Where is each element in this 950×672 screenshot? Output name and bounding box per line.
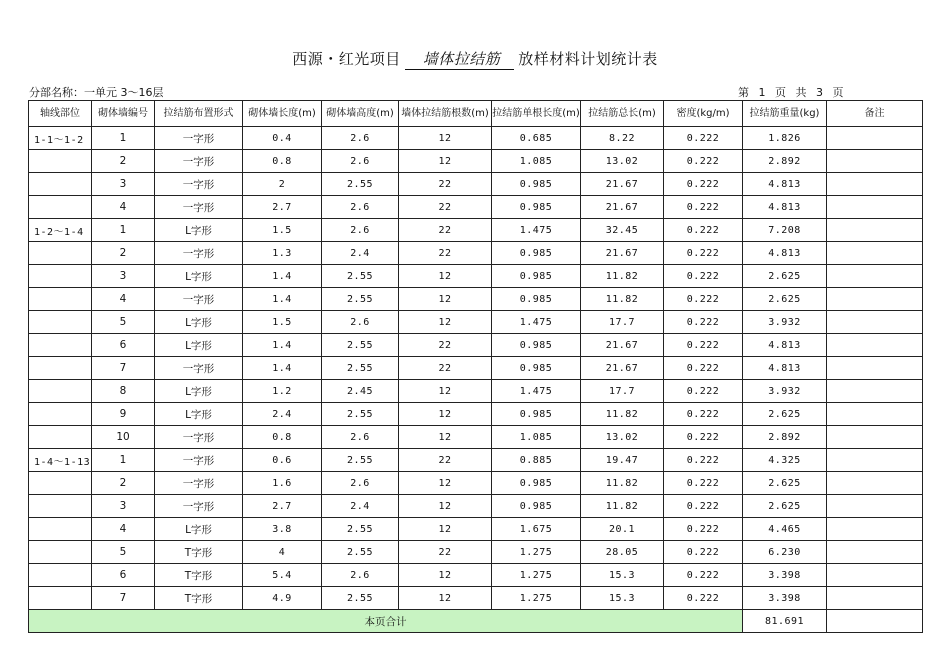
axis-cell (29, 288, 92, 311)
header-label: 拉结筋总长(m) (588, 108, 656, 119)
density-cell: 0.222 (664, 449, 743, 472)
count-cell: 12 (399, 472, 492, 495)
single-length-cell: 0.985 (492, 357, 581, 380)
header-label: 密度(kg/m) (676, 108, 730, 119)
total-length-cell: 21.67 (581, 196, 664, 219)
form-cell: L字形 (155, 403, 243, 426)
total-length-cell: 17.7 (581, 311, 664, 334)
total-length-cell: 19.47 (581, 449, 664, 472)
weight-cell: 3.398 (743, 587, 827, 610)
count-cell: 12 (399, 403, 492, 426)
count-cell: 22 (399, 173, 492, 196)
header-label: 备注 (864, 108, 885, 119)
total-length-cell: 13.02 (581, 426, 664, 449)
remark-cell (827, 219, 923, 242)
col-density-header (664, 101, 743, 127)
remark-cell (827, 242, 923, 265)
wall-no-cell: 4 (92, 518, 155, 541)
height-cell: 2.4 (322, 495, 399, 518)
length-cell: 3.8 (243, 518, 322, 541)
density-cell: 0.222 (664, 288, 743, 311)
remark-cell (827, 564, 923, 587)
height-cell: 2.55 (322, 357, 399, 380)
title-subject: 墙体拉结筋 (405, 48, 515, 70)
total-length-cell: 15.3 (581, 564, 664, 587)
wall-no-cell: 2 (92, 150, 155, 173)
density-cell: 0.222 (664, 587, 743, 610)
single-length-cell: 0.985 (492, 334, 581, 357)
table-row (29, 518, 923, 541)
axis-cell (29, 265, 92, 288)
single-length-cell: 1.475 (492, 311, 581, 334)
weight-cell: 3.932 (743, 380, 827, 403)
weight-cell: 2.625 (743, 495, 827, 518)
wall-no-cell: 6 (92, 564, 155, 587)
form-cell: 一字形 (155, 472, 243, 495)
length-cell: 1.6 (243, 472, 322, 495)
height-cell: 2.55 (322, 541, 399, 564)
col-form-header (155, 101, 243, 127)
height-cell: 2.4 (322, 242, 399, 265)
header-label: 墙体拉结筋根数(m) (401, 107, 489, 119)
density-cell: 0.222 (664, 472, 743, 495)
weight-cell: 4.813 (743, 242, 827, 265)
page-indicator: 第 1 页 共 3 页 (738, 86, 844, 99)
remark-cell (827, 173, 923, 196)
single-length-cell: 0.885 (492, 449, 581, 472)
density-cell: 0.222 (664, 495, 743, 518)
axis-cell (29, 196, 92, 219)
height-cell: 2.6 (322, 127, 399, 150)
remark-cell (827, 518, 923, 541)
weight-cell: 2.892 (743, 150, 827, 173)
remark-cell (827, 196, 923, 219)
col-weight-header (743, 101, 827, 127)
wall-no-cell: 2 (92, 472, 155, 495)
statistics-table (28, 100, 923, 633)
count-cell: 12 (399, 288, 492, 311)
density-cell: 0.222 (664, 426, 743, 449)
form-cell: 一字形 (155, 495, 243, 518)
title-suffix: 放样材料计划统计表 (518, 50, 658, 68)
count-cell: 22 (399, 219, 492, 242)
count-cell: 12 (399, 265, 492, 288)
remark-cell (827, 334, 923, 357)
height-cell: 2.55 (322, 518, 399, 541)
total-length-cell: 28.05 (581, 541, 664, 564)
single-length-cell: 0.985 (492, 403, 581, 426)
density-cell: 0.222 (664, 380, 743, 403)
form-cell: L字形 (155, 219, 243, 242)
remark-cell (827, 541, 923, 564)
remark-cell (827, 357, 923, 380)
table-row (29, 127, 923, 150)
col-count-header (399, 101, 492, 127)
remark-cell (827, 380, 923, 403)
form-cell: T字形 (155, 541, 243, 564)
remark-cell (827, 449, 923, 472)
form-cell: L字形 (155, 311, 243, 334)
document-title (0, 48, 950, 70)
count-cell: 22 (399, 357, 492, 380)
axis-cell: 1-4～1-13 (29, 449, 92, 472)
axis-cell: 1-1～1-2 (29, 127, 92, 150)
remark-cell (827, 127, 923, 150)
wall-no-cell: 7 (92, 587, 155, 610)
header-label: 砌体墙长度(m) (248, 108, 316, 119)
length-cell: 1.4 (243, 288, 322, 311)
axis-cell (29, 518, 92, 541)
length-cell: 2.4 (243, 403, 322, 426)
length-cell: 2 (243, 173, 322, 196)
header-label: 拉结筋布置形式 (163, 108, 234, 119)
col-wall-no-header (92, 101, 155, 127)
density-cell: 0.222 (664, 173, 743, 196)
total-length-cell: 15.3 (581, 587, 664, 610)
table-row (29, 334, 923, 357)
single-length-cell: 1.675 (492, 518, 581, 541)
single-length-cell: 1.275 (492, 541, 581, 564)
density-cell: 0.222 (664, 541, 743, 564)
wall-no-cell: 4 (92, 196, 155, 219)
table-row (29, 265, 923, 288)
count-cell: 12 (399, 518, 492, 541)
height-cell: 2.6 (322, 219, 399, 242)
total-length-cell: 21.67 (581, 242, 664, 265)
single-length-cell: 0.985 (492, 173, 581, 196)
height-cell: 2.55 (322, 265, 399, 288)
weight-cell: 4.325 (743, 449, 827, 472)
single-length-cell: 0.985 (492, 472, 581, 495)
remark-cell (827, 403, 923, 426)
axis-cell (29, 380, 92, 403)
count-cell: 12 (399, 150, 492, 173)
total-length-cell: 17.7 (581, 380, 664, 403)
wall-no-cell: 7 (92, 357, 155, 380)
length-cell: 4 (243, 541, 322, 564)
wall-no-cell: 1 (92, 127, 155, 150)
form-cell: 一字形 (155, 288, 243, 311)
title-project: 西源・红光项目 (292, 50, 401, 68)
total-label: 本页合计 (29, 610, 743, 633)
axis-cell (29, 495, 92, 518)
density-cell: 0.222 (664, 242, 743, 265)
col-remark-header (827, 101, 923, 127)
form-cell: T字形 (155, 564, 243, 587)
total-length-cell: 8.22 (581, 127, 664, 150)
col-axis-header (29, 101, 92, 127)
wall-no-cell: 1 (92, 449, 155, 472)
axis-cell (29, 541, 92, 564)
length-cell: 1.5 (243, 219, 322, 242)
height-cell: 2.55 (322, 449, 399, 472)
wall-no-cell: 5 (92, 541, 155, 564)
form-cell: T字形 (155, 587, 243, 610)
height-cell: 2.6 (322, 564, 399, 587)
form-cell: 一字形 (155, 426, 243, 449)
wall-no-cell: 3 (92, 265, 155, 288)
form-cell: L字形 (155, 380, 243, 403)
table-row (29, 403, 923, 426)
form-cell: 一字形 (155, 449, 243, 472)
single-length-cell: 0.985 (492, 265, 581, 288)
single-length-cell: 0.985 (492, 288, 581, 311)
length-cell: 1.4 (243, 357, 322, 380)
total-length-cell: 32.45 (581, 219, 664, 242)
table-row (29, 449, 923, 472)
remark-cell (827, 587, 923, 610)
single-length-cell: 1.475 (492, 380, 581, 403)
wall-no-cell: 6 (92, 334, 155, 357)
count-cell: 12 (399, 380, 492, 403)
header-label: 砌体墙编号 (98, 108, 148, 119)
count-cell: 12 (399, 587, 492, 610)
total-length-cell: 21.67 (581, 173, 664, 196)
form-cell: L字形 (155, 518, 243, 541)
axis-cell (29, 472, 92, 495)
table-row (29, 219, 923, 242)
weight-cell: 2.625 (743, 288, 827, 311)
count-cell: 12 (399, 311, 492, 334)
total-length-cell: 11.82 (581, 495, 664, 518)
table-row (29, 242, 923, 265)
form-cell: 一字形 (155, 127, 243, 150)
length-cell: 2.7 (243, 196, 322, 219)
remark-cell (827, 311, 923, 334)
weight-cell: 4.813 (743, 173, 827, 196)
length-cell: 1.4 (243, 334, 322, 357)
axis-cell: 1-2～1-4 (29, 219, 92, 242)
density-cell: 0.222 (664, 311, 743, 334)
weight-cell: 2.625 (743, 265, 827, 288)
table-row (29, 173, 923, 196)
header-row (29, 101, 923, 127)
weight-cell: 7.208 (743, 219, 827, 242)
wall-no-cell: 2 (92, 242, 155, 265)
weight-cell: 2.625 (743, 472, 827, 495)
length-cell: 0.8 (243, 426, 322, 449)
count-cell: 12 (399, 127, 492, 150)
single-length-cell: 1.275 (492, 564, 581, 587)
remark-cell (827, 495, 923, 518)
density-cell: 0.222 (664, 518, 743, 541)
table-row (29, 380, 923, 403)
total-length-cell: 13.02 (581, 150, 664, 173)
density-cell: 0.222 (664, 150, 743, 173)
height-cell: 2.55 (322, 288, 399, 311)
axis-cell (29, 242, 92, 265)
length-cell: 0.6 (243, 449, 322, 472)
col-single-length-header (492, 101, 581, 127)
single-length-cell: 1.085 (492, 150, 581, 173)
length-cell: 5.4 (243, 564, 322, 587)
table-row (29, 311, 923, 334)
weight-cell: 4.813 (743, 196, 827, 219)
remark-cell (827, 288, 923, 311)
weight-cell: 3.932 (743, 311, 827, 334)
form-cell: L字形 (155, 334, 243, 357)
table-body (29, 127, 923, 610)
axis-cell (29, 173, 92, 196)
single-length-cell: 1.085 (492, 426, 581, 449)
table-row (29, 495, 923, 518)
density-cell: 0.222 (664, 357, 743, 380)
wall-no-cell: 9 (92, 403, 155, 426)
table-row (29, 150, 923, 173)
single-length-cell: 1.475 (492, 219, 581, 242)
table-row (29, 196, 923, 219)
header-label: 拉结筋单根长度(m) (492, 107, 580, 119)
header-label: 砌体墙高度(m) (326, 108, 394, 119)
axis-cell (29, 403, 92, 426)
wall-no-cell: 1 (92, 219, 155, 242)
remark-cell (827, 265, 923, 288)
count-cell: 12 (399, 495, 492, 518)
total-remark (827, 610, 923, 633)
single-length-cell: 0.985 (492, 196, 581, 219)
wall-no-cell: 8 (92, 380, 155, 403)
density-cell: 0.222 (664, 127, 743, 150)
table-row (29, 357, 923, 380)
table-row (29, 288, 923, 311)
density-cell: 0.222 (664, 265, 743, 288)
form-cell: 一字形 (155, 196, 243, 219)
form-cell: 一字形 (155, 150, 243, 173)
height-cell: 2.6 (322, 150, 399, 173)
count-cell: 22 (399, 242, 492, 265)
form-cell: L字形 (155, 265, 243, 288)
wall-no-cell: 10 (92, 426, 155, 449)
table-row (29, 472, 923, 495)
length-cell: 4.9 (243, 587, 322, 610)
count-cell: 22 (399, 541, 492, 564)
header-label: 拉结筋重量(kg) (749, 107, 820, 119)
weight-cell: 4.813 (743, 357, 827, 380)
height-cell: 2.55 (322, 334, 399, 357)
wall-no-cell: 5 (92, 311, 155, 334)
density-cell: 0.222 (664, 564, 743, 587)
weight-cell: 6.230 (743, 541, 827, 564)
density-cell: 0.222 (664, 219, 743, 242)
total-row (29, 610, 923, 633)
count-cell: 22 (399, 449, 492, 472)
count-cell: 12 (399, 426, 492, 449)
density-cell: 0.222 (664, 196, 743, 219)
remark-cell (827, 150, 923, 173)
axis-cell (29, 357, 92, 380)
total-length-cell: 21.67 (581, 357, 664, 380)
length-cell: 1.4 (243, 265, 322, 288)
height-cell: 2.55 (322, 403, 399, 426)
table-row (29, 564, 923, 587)
axis-cell (29, 334, 92, 357)
weight-cell: 3.398 (743, 564, 827, 587)
length-cell: 1.2 (243, 380, 322, 403)
axis-cell (29, 564, 92, 587)
weight-cell: 4.813 (743, 334, 827, 357)
single-length-cell: 0.685 (492, 127, 581, 150)
table-row (29, 541, 923, 564)
weight-cell: 2.892 (743, 426, 827, 449)
table-row (29, 587, 923, 610)
table-row (29, 426, 923, 449)
single-length-cell: 0.985 (492, 495, 581, 518)
height-cell: 2.6 (322, 472, 399, 495)
col-length-header (243, 101, 322, 127)
weight-cell: 4.465 (743, 518, 827, 541)
axis-cell (29, 311, 92, 334)
axis-cell (29, 587, 92, 610)
total-length-cell: 11.82 (581, 472, 664, 495)
remark-cell (827, 472, 923, 495)
length-cell: 0.4 (243, 127, 322, 150)
total-length-cell: 11.82 (581, 403, 664, 426)
form-cell: 一字形 (155, 173, 243, 196)
density-cell: 0.222 (664, 334, 743, 357)
height-cell: 2.6 (322, 426, 399, 449)
weight-cell: 2.625 (743, 403, 827, 426)
form-cell: 一字形 (155, 242, 243, 265)
form-cell: 一字形 (155, 357, 243, 380)
length-cell: 2.7 (243, 495, 322, 518)
header-label: 轴线部位 (40, 108, 80, 119)
wall-no-cell: 3 (92, 495, 155, 518)
height-cell: 2.6 (322, 311, 399, 334)
length-cell: 0.8 (243, 150, 322, 173)
height-cell: 2.6 (322, 196, 399, 219)
count-cell: 22 (399, 334, 492, 357)
axis-cell (29, 426, 92, 449)
count-cell: 12 (399, 564, 492, 587)
section-name: 分部名称：一单元 3～16层 (29, 86, 164, 99)
col-height-header (322, 101, 399, 127)
height-cell: 2.55 (322, 587, 399, 610)
wall-no-cell: 4 (92, 288, 155, 311)
weight-cell: 1.826 (743, 127, 827, 150)
density-cell: 0.222 (664, 403, 743, 426)
total-weight: 81.691 (743, 610, 827, 633)
total-length-cell: 11.82 (581, 265, 664, 288)
col-total-length-header (581, 101, 664, 127)
remark-cell (827, 426, 923, 449)
single-length-cell: 0.985 (492, 242, 581, 265)
height-cell: 2.55 (322, 173, 399, 196)
total-length-cell: 11.82 (581, 288, 664, 311)
length-cell: 1.5 (243, 311, 322, 334)
height-cell: 2.45 (322, 380, 399, 403)
total-length-cell: 20.1 (581, 518, 664, 541)
length-cell: 1.3 (243, 242, 322, 265)
total-length-cell: 21.67 (581, 334, 664, 357)
axis-cell (29, 150, 92, 173)
single-length-cell: 1.275 (492, 587, 581, 610)
wall-no-cell: 3 (92, 173, 155, 196)
count-cell: 22 (399, 196, 492, 219)
